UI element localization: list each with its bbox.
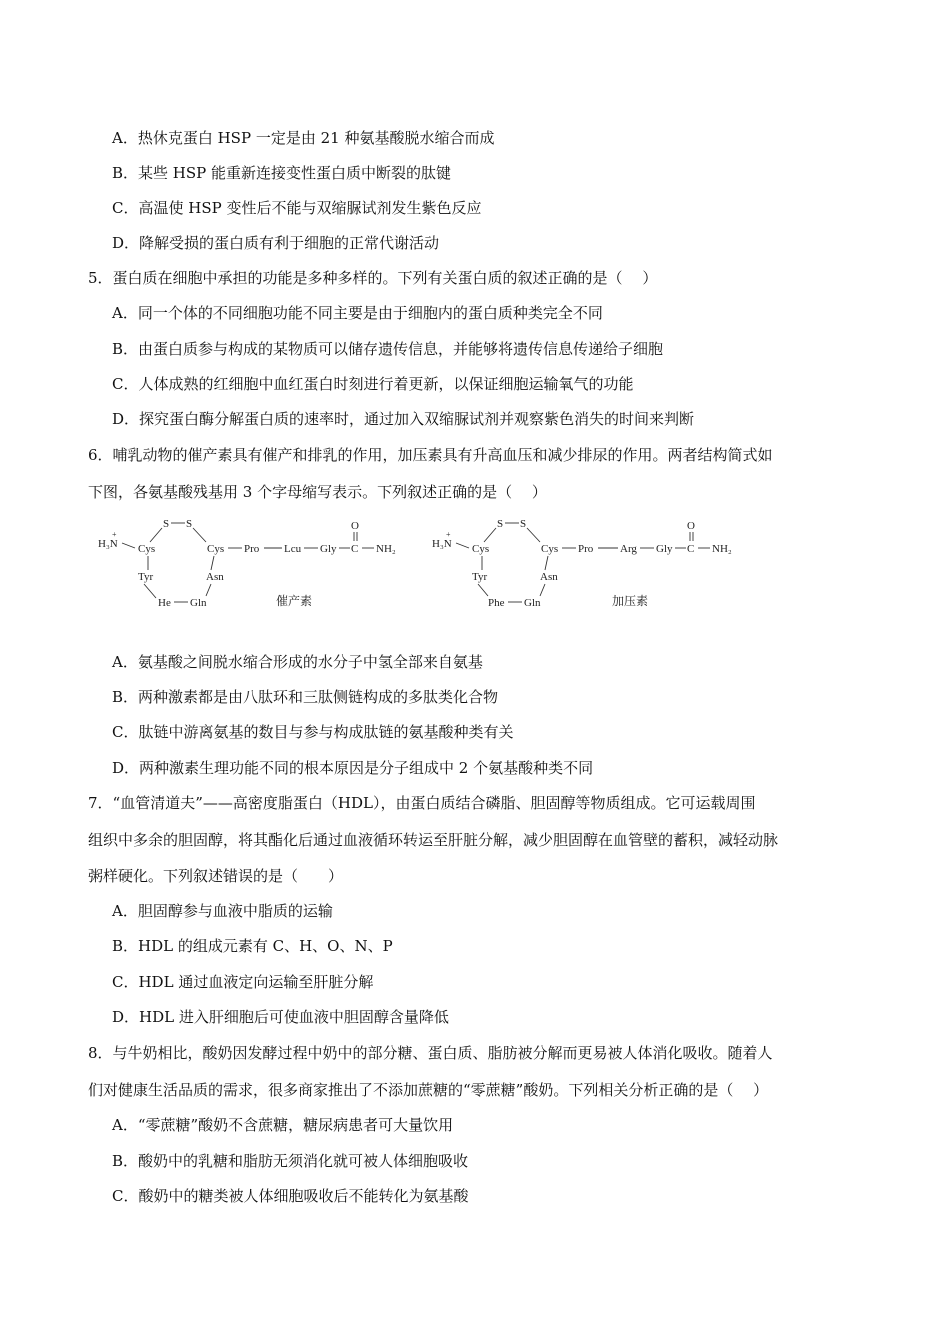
oxytocin-bond [144,584,156,598]
vasopressin-asn: Asn [540,571,558,583]
q4-option-c: C．高温使 HSP 变性后不能与双缩脲试剂发生紫色反应 [112,199,482,217]
q7-option-b: B．HDL 的组成元素有 C、H、O、N、P [112,937,393,955]
q7-option-d: D．HDL 进入肝细胞后可使血液中胆固醇含量降低 [112,1008,449,1026]
oxytocin-gln: Gln [190,597,207,609]
vasopressin-bond [484,528,496,542]
q4-option-b: B．某些 HSP 能重新连接变性蛋白质中断裂的肽键 [112,164,452,182]
vasopressin-bond [527,528,540,542]
vasopressin-tyr: Tyr [472,571,488,583]
q8-option-a: A．“零蔗糖”酸奶不含蔗糖，糖尿病患者可大量饮用 [112,1116,454,1134]
vasopressin-gly: Gly [656,543,673,555]
oxytocin-bond [211,556,214,570]
q7-stem-line-3: 粥样硬化。下列叙述错误的是（ ） [88,867,344,885]
q8-stem-line-1: 8．与牛奶相比，酸奶因发酵过程中奶中的部分糖、蛋白质、脂肪被分解而更易被人体消化吸收。随着人 [88,1044,773,1062]
oxytocin-bond [150,528,162,542]
q6-option-a: A．氨基酸之间脱水缩合形成的水分子中氢全部来自氨基 [112,653,483,671]
vasopressin-structure [432,518,732,609]
vasopressin-residue-3: Phe [488,597,505,609]
q7-option-c: C．HDL 通过血液定向运输至肝脏分解 [112,973,374,991]
q5-option-d: D．探究蛋白酶分解蛋白质的速率时，通过加入双缩脲试剂并观察紫色消失的时间来判断 [112,410,695,428]
peptide-structure-diagram [92,516,792,616]
oxytocin-residue-3: He [158,597,171,609]
oxytocin-sulfur-2: S [186,518,193,530]
q8-option-b: B．酸奶中的乳糖和脂肪无须消化就可被人体细胞吸收 [112,1152,469,1170]
oxytocin-residue-7: Lcu [284,543,302,555]
vasopressin-charge: + [446,530,451,539]
vasopressin-caption: 加压素 [612,594,649,608]
vasopressin-gln: Gln [524,597,541,609]
oxytocin-cys-2: Cys [207,543,225,555]
vasopressin-bond [540,584,545,596]
vasopressin-sulfur-1: S [497,518,504,530]
oxytocin-cys-1: Cys [138,543,156,555]
q8-option-c: C．酸奶中的糖类被人体细胞吸收后不能转化为氨基酸 [112,1187,469,1205]
q5-option-a: A．同一个体的不同细胞功能不同主要是由于细胞内的蛋白质种类完全不同 [112,304,603,322]
oxytocin-sulfur-1: S [163,518,170,530]
q5-stem: 5．蛋白质在细胞中承担的功能是多种多样的。下列有关蛋白质的叙述正确的是（ ） [88,269,658,287]
oxytocin-bond [206,584,211,596]
q5-option-b: B．由蛋白质参与构成的某物质可以储存遗传信息，并能够将遗传信息传递给子细胞 [112,340,664,358]
vasopressin-cys-1: Cys [472,543,490,555]
vasopressin-residue-8: Arg [620,543,637,555]
vasopressin-pro: Pro [578,543,594,555]
oxytocin-pro: Pro [244,543,260,555]
oxytocin-h3n: H₃N [98,538,118,550]
vasopressin-nh2: NH₂ [712,543,732,555]
vasopressin-bond [478,584,488,596]
oxytocin-asn: Asn [206,571,224,583]
oxytocin-caption: 催产素 [276,594,313,608]
q7-stem-line-2: 组织中多余的胆固醇，将其酯化后通过血液循环转运至肝脏分解，减少胆固醇在血管壁的蓄积，减轻动脉 [88,831,779,849]
vasopressin-bond [456,543,469,548]
oxytocin-oxygen: O [351,520,359,532]
q5-option-c: C．人体成熟的红细胞中血红蛋白时刻进行着更新，以保证细胞运输氧气的功能 [112,375,634,393]
vasopressin-sulfur-2: S [520,518,527,530]
q4-option-a: A．热休克蛋白 HSP 一定是由 21 种氨基酸脱水缩合而成 [112,129,495,147]
oxytocin-bond [193,528,206,542]
q6-option-b: B．两种激素都是由八肽环和三肽侧链构成的多肽类化合物 [112,688,499,706]
q6-option-c: C．肽链中游离氨基的数目与参与构成肽链的氨基酸种类有关 [112,723,514,741]
vasopressin-oxygen: O [687,520,695,532]
oxytocin-structure [98,518,396,609]
oxytocin-tyr: Tyr [138,571,154,583]
vasopressin-cys-2: Cys [541,543,559,555]
q6-stem-line-2: 下图，各氨基酸残基用 3 个字母缩写表示。下列叙述正确的是（ ） [88,483,547,501]
q7-option-a: A．胆固醇参与血液中脂质的运输 [112,902,333,920]
q4-option-d: D．降解受损的蛋白质有利于细胞的正常代谢活动 [112,234,440,252]
q7-stem-line-1: 7．“血管清道夫”——高密度脂蛋白（HDL），由蛋白质结合磷脂、胆固醇等物质组成。它可运载周围 [88,794,756,812]
oxytocin-carbon: C [351,543,359,555]
oxytocin-charge: + [112,530,117,539]
vasopressin-bond [545,556,548,570]
oxytocin-bond [122,543,135,548]
q8-stem-line-2: 们对健康生活品质的需求，很多商家推出了不添加蔗糖的“零蔗糖”酸奶。下列相关分析正确的是（ ） [88,1081,769,1099]
q6-stem-line-1: 6．哺乳动物的催产素具有催产和排乳的作用，加压素具有升高血压和减少排尿的作用。两者结构简式如 [88,446,773,464]
oxytocin-nh2: NH₂ [376,543,396,555]
q6-option-d: D．两种激素生理功能不同的根本原因是分子组成中 2 个氨基酸种类不同 [112,759,594,777]
vasopressin-h3n: H₃N [432,538,452,550]
vasopressin-carbon: C [687,543,695,555]
oxytocin-gly: Gly [320,543,337,555]
